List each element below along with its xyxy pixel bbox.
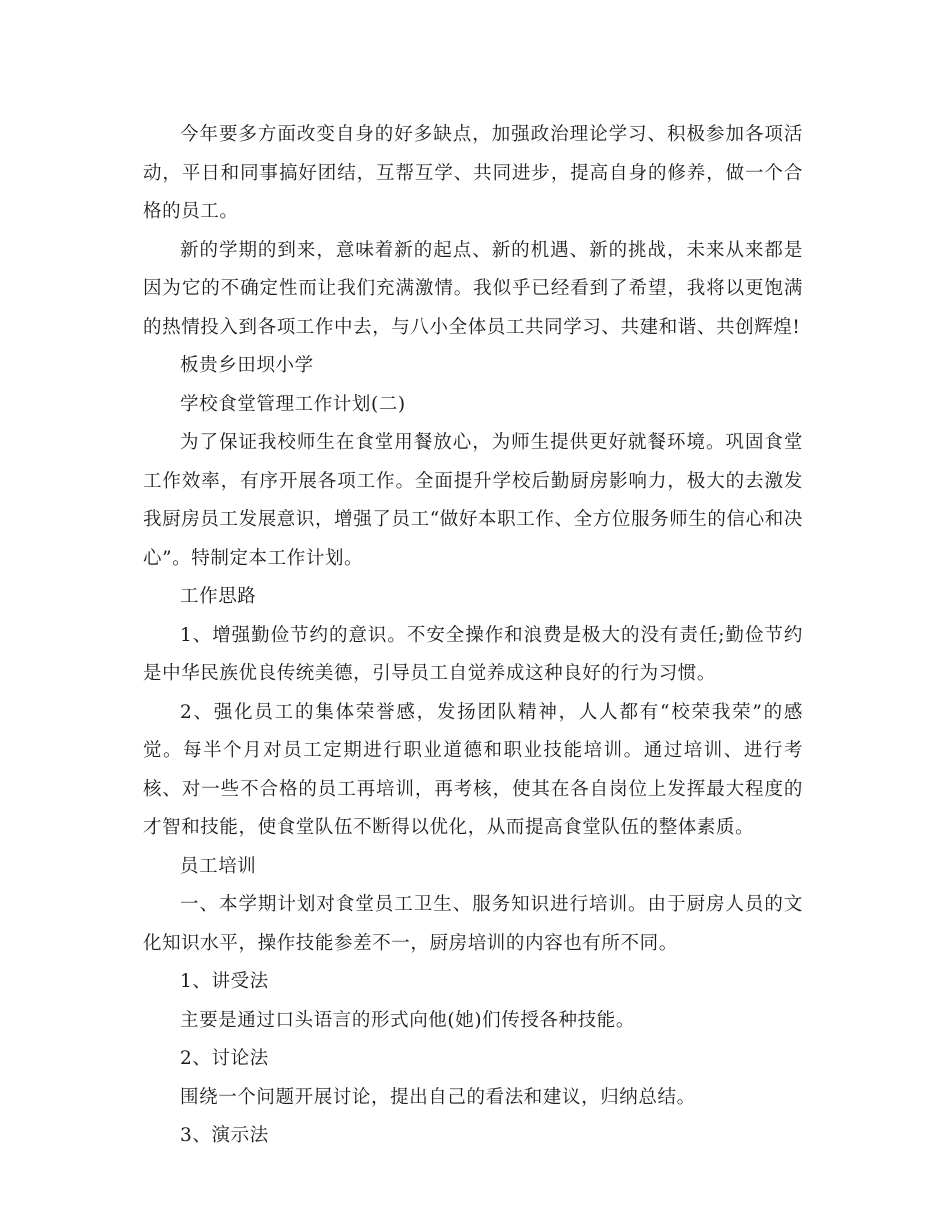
method-discussion-description: 围绕一个问题开展讨论，提出自己的看法和建议，归纳总结。 bbox=[180, 1086, 696, 1108]
section-title: 学校食堂管理工作计划(二) bbox=[180, 393, 406, 415]
paragraph-self-improvement: 今年要多方面改变自身的好多缺点，加强政治理论学习、积极参加各项活动，平日和同事搞好团结，互帮互学、共同进步，提高自身的修养，做一个合格的员工。 bbox=[143, 124, 803, 222]
signature-school-name: 板贵乡田坝小学 bbox=[180, 355, 314, 376]
method-lecture-heading: 1、讲受法 bbox=[180, 971, 269, 992]
heading-staff-training: 员工培训 bbox=[180, 855, 257, 877]
list-item-thrift: 1、增强勤俭节约的意识。不安全操作和浪费是极大的没有责任;勤俭节约是中华民族优良传统美德，引导员工自觉养成这种良好的行为习惯。 bbox=[143, 624, 803, 684]
paragraph-introduction: 为了保证我校师生在食堂用餐放心，为师生提供更好就餐环境。巩固食堂工作效率，有序开展各项工作。全面提升学校后勤厨房影响力，极大的去激发我厨房员工发展意识，增强了员工“做好本职工作、全方位服务师生的信心和决心”。特制定本工作计划。 bbox=[143, 432, 803, 569]
paragraph-training-plan: 一、本学期计划对食堂员工卫生、服务知识进行培训。由于厨房人员的文化知识水平，操作技能参差不一，厨房培训的内容也有所不同。 bbox=[143, 894, 803, 954]
document-body bbox=[143, 116, 803, 1156]
list-item-team-spirit: 2、强化员工的集体荣誉感，发扬团队精神，人人都有“校荣我荣”的感觉。每半个月对员工定期进行职业道德和职业技能培训。通过培训、进行考核、对一些不合格的员工再培训，再考核，使其在各自岗位上发挥最大程度的才智和技能，使食堂队伍不断得以优化，从而提高食堂队伍的整体素质。 bbox=[143, 701, 803, 838]
heading-work-approach: 工作思路 bbox=[180, 586, 257, 607]
method-discussion-heading: 2、讨论法 bbox=[180, 1048, 269, 1069]
paragraph-new-semester: 新的学期的到来，意味着新的起点、新的机遇、新的挑战，未来从来都是因为它的不确定性而让我们充满激情。我似乎已经看到了希望，我将以更饱满的热情投入到各项工作中去，与八小全体员工共同学习、共建和谐、共创辉煌! bbox=[143, 239, 803, 338]
method-demonstration-heading: 3、演示法 bbox=[180, 1125, 269, 1146]
method-lecture-description: 主要是通过口头语言的形式向他(她)们传授各种技能。 bbox=[180, 1009, 635, 1031]
